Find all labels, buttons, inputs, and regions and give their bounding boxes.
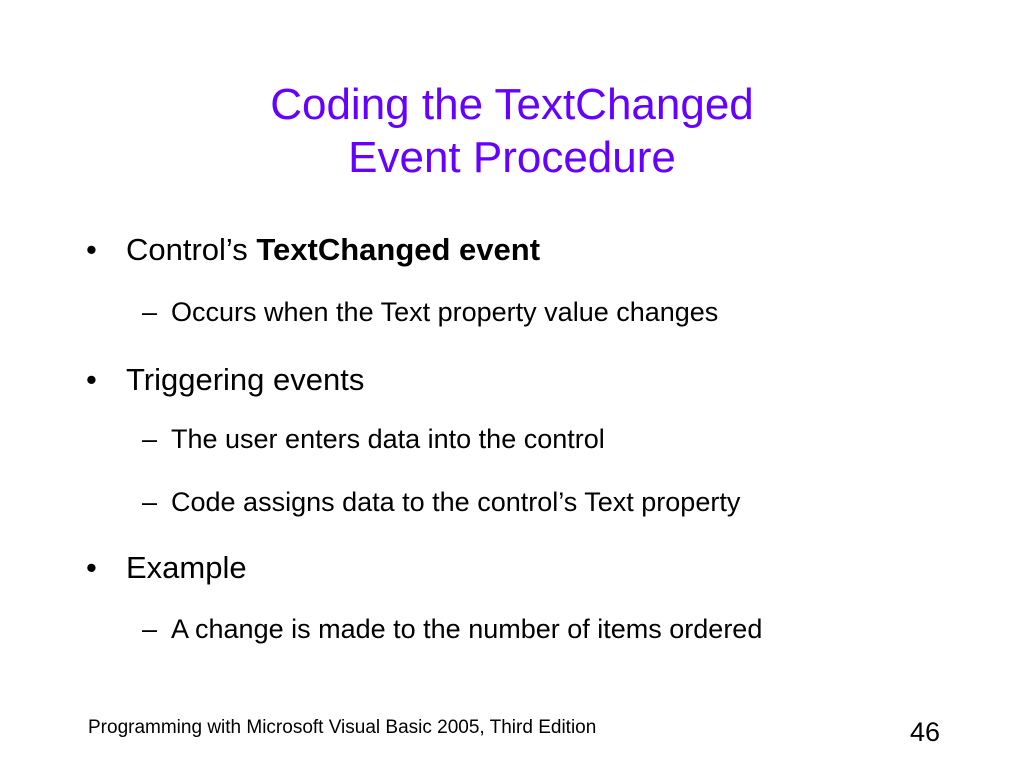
- bullet-text-prefix: Control’s: [126, 232, 257, 267]
- dash-marker: –: [142, 487, 158, 517]
- bullet-marker: •: [86, 232, 97, 267]
- dash-marker: –: [142, 424, 158, 454]
- bullet-text-bold: TextChanged event: [256, 232, 541, 267]
- slide-title-line-2: Event Procedure: [348, 133, 676, 182]
- bullet-text: Triggering events: [126, 362, 365, 397]
- slide-title-line-1: Coding the TextChanged: [270, 80, 754, 129]
- slide-title: [112, 78, 912, 184]
- bullet-marker: •: [86, 550, 97, 585]
- bullet-text: Example: [126, 550, 247, 585]
- slide-footer: Programming with Microsoft Visual Basic 2005, Third Edition: [88, 717, 597, 738]
- page-number: 46: [909, 717, 940, 747]
- sub-bullet-text: A change is made to the number of items ordered: [171, 614, 763, 644]
- sub-bullet-text: Code assigns data to the control’s Text property: [171, 487, 741, 517]
- sub-bullet-text: Occurs when the Text property value changes: [171, 297, 719, 327]
- dash-marker: –: [142, 614, 158, 644]
- dash-marker: –: [142, 297, 158, 327]
- sub-bullet-text: The user enters data into the control: [171, 424, 605, 454]
- bullet-text: [126, 232, 540, 268]
- bullet-marker: •: [86, 362, 97, 397]
